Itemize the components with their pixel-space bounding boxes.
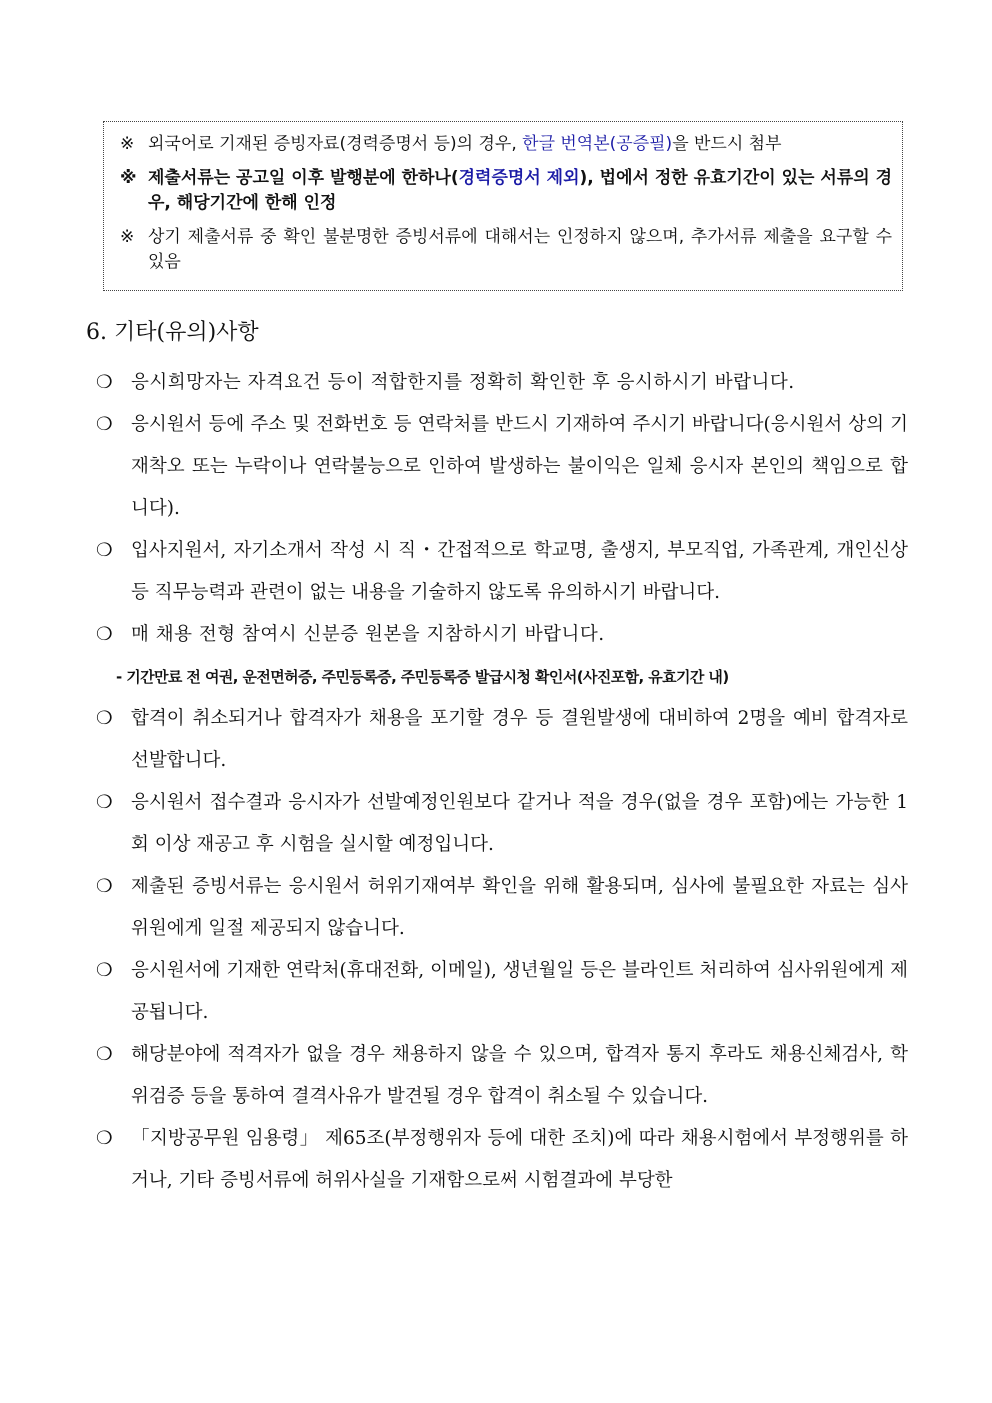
list-item xyxy=(96,782,908,866)
notice-text: 외국어로 기재된 증빙자료(경력증명서 등)의 경우, xyxy=(148,134,523,154)
notice-validity xyxy=(120,166,892,216)
circle-bullet-icon: ❍ xyxy=(96,1128,113,1149)
item-text: 해당분야에 적격자가 없을 경우 채용하지 않을 수 있으며, 합격자 통지 후라도 채용신체검사, 학위검증 등을 통하여 결격사유가 발견될 경우 합격이 취소될 수 있습니다. xyxy=(131,1044,908,1107)
notice-highlight: 한글 번역본(공증필) xyxy=(522,134,673,154)
reference-mark: ※ xyxy=(120,227,135,247)
id-document-note: - 기간만료 전 여권, 운전면허증, 주민등록증, 주민등록증 발급시청 확인서(사진포함, 유효기간 내) xyxy=(116,668,729,686)
notice-text: 제출서류는 공고일 이후 발행분에 한하나( xyxy=(148,168,459,188)
section-title: 6. 기타(유의)사항 xyxy=(86,320,259,345)
circle-bullet-icon: ❍ xyxy=(96,708,113,729)
reference-mark: ※ xyxy=(120,168,137,188)
item-text: 합격이 취소되거나 합격자가 채용을 포기할 경우 등 결원발생에 대비하여 2명을 예비 합격자로 선발합니다. xyxy=(131,708,908,771)
item-text: 매 채용 전형 참여시 신분증 원본을 지참하시기 바랍니다. xyxy=(131,624,605,645)
list-item xyxy=(96,698,908,782)
item-text: 「지방공무원 임용령」 제65조(부정행위자 등에 대한 조치)에 따라 채용시험에서 부정행위를 하거나, 기타 증빙서류에 허위사실을 기재함으로써 시험결과에 부당한 xyxy=(131,1128,908,1191)
circle-bullet-icon: ❍ xyxy=(96,372,114,393)
notice-additional-docs xyxy=(120,225,892,275)
circle-bullet-icon: ❍ xyxy=(96,792,113,813)
notice-box xyxy=(103,121,903,291)
list-item xyxy=(96,614,908,656)
list-item xyxy=(96,1118,908,1202)
list-item xyxy=(96,1034,908,1118)
notice-translation xyxy=(120,132,892,157)
notice-text: 상기 제출서류 중 확인 불분명한 증빙서류에 대해서는 인정하지 않으며, 추가서류 제출을 요구할 수 있음 xyxy=(148,227,892,272)
list-item xyxy=(96,866,908,950)
item-text: 입사지원서, 자기소개서 작성 시 직・간접적으로 학교명, 출생지, 부모직업, 가족관계, 개인신상 등 직무능력과 관련이 없는 내용을 기술하지 않도록 유의하시기 바랍니다. xyxy=(131,540,908,603)
item-text: 응시원서 접수결과 응시자가 선발예정인원보다 같거나 적을 경우(없을 경우 포함)에는 가능한 1회 이상 재공고 후 시험을 실시할 예정입니다. xyxy=(131,792,908,855)
circle-bullet-icon: ❍ xyxy=(96,1044,113,1065)
circle-bullet-icon: ❍ xyxy=(96,624,114,645)
reference-mark: ※ xyxy=(120,134,135,154)
item-text: 제출된 증빙서류는 응시원서 허위기재여부 확인을 위해 활용되며, 심사에 불필요한 자료는 심사위원에게 일절 제공되지 않습니다. xyxy=(131,876,908,939)
item-text: 응시원서 등에 주소 및 전화번호 등 연락처를 반드시 기재하여 주시기 바랍니다(응시원서 상의 기재착오 또는 누락이나 연락불능으로 인하여 발생하는 불이익은 일체 응시자 본인의 책임으로 합니다). xyxy=(131,414,908,519)
circle-bullet-icon: ❍ xyxy=(96,540,113,561)
notice-highlight: 경력증명서 제외 xyxy=(458,168,580,188)
notice-text: 을 반드시 첨부 xyxy=(672,134,782,154)
notice-text: ), 법에서 정한 유효기간이 있는 서류의 경우, 해당기간에 한해 인정 xyxy=(148,168,892,213)
item-text: 응시희망자는 자격요건 등이 적합한지를 정확히 확인한 후 응시하시기 바랍니다. xyxy=(131,372,795,393)
item-text: 응시원서에 기재한 연락처(휴대전화, 이메일), 생년월일 등은 블라인트 처리하여 심사위원에게 제공됩니다. xyxy=(131,960,908,1023)
circle-bullet-icon: ❍ xyxy=(96,414,113,435)
circle-bullet-icon: ❍ xyxy=(96,960,113,981)
circle-bullet-icon: ❍ xyxy=(96,876,113,897)
list-item xyxy=(96,950,908,1034)
notes-list xyxy=(96,362,908,1202)
list-item xyxy=(96,530,908,614)
list-item xyxy=(96,404,908,530)
list-item xyxy=(96,362,908,404)
